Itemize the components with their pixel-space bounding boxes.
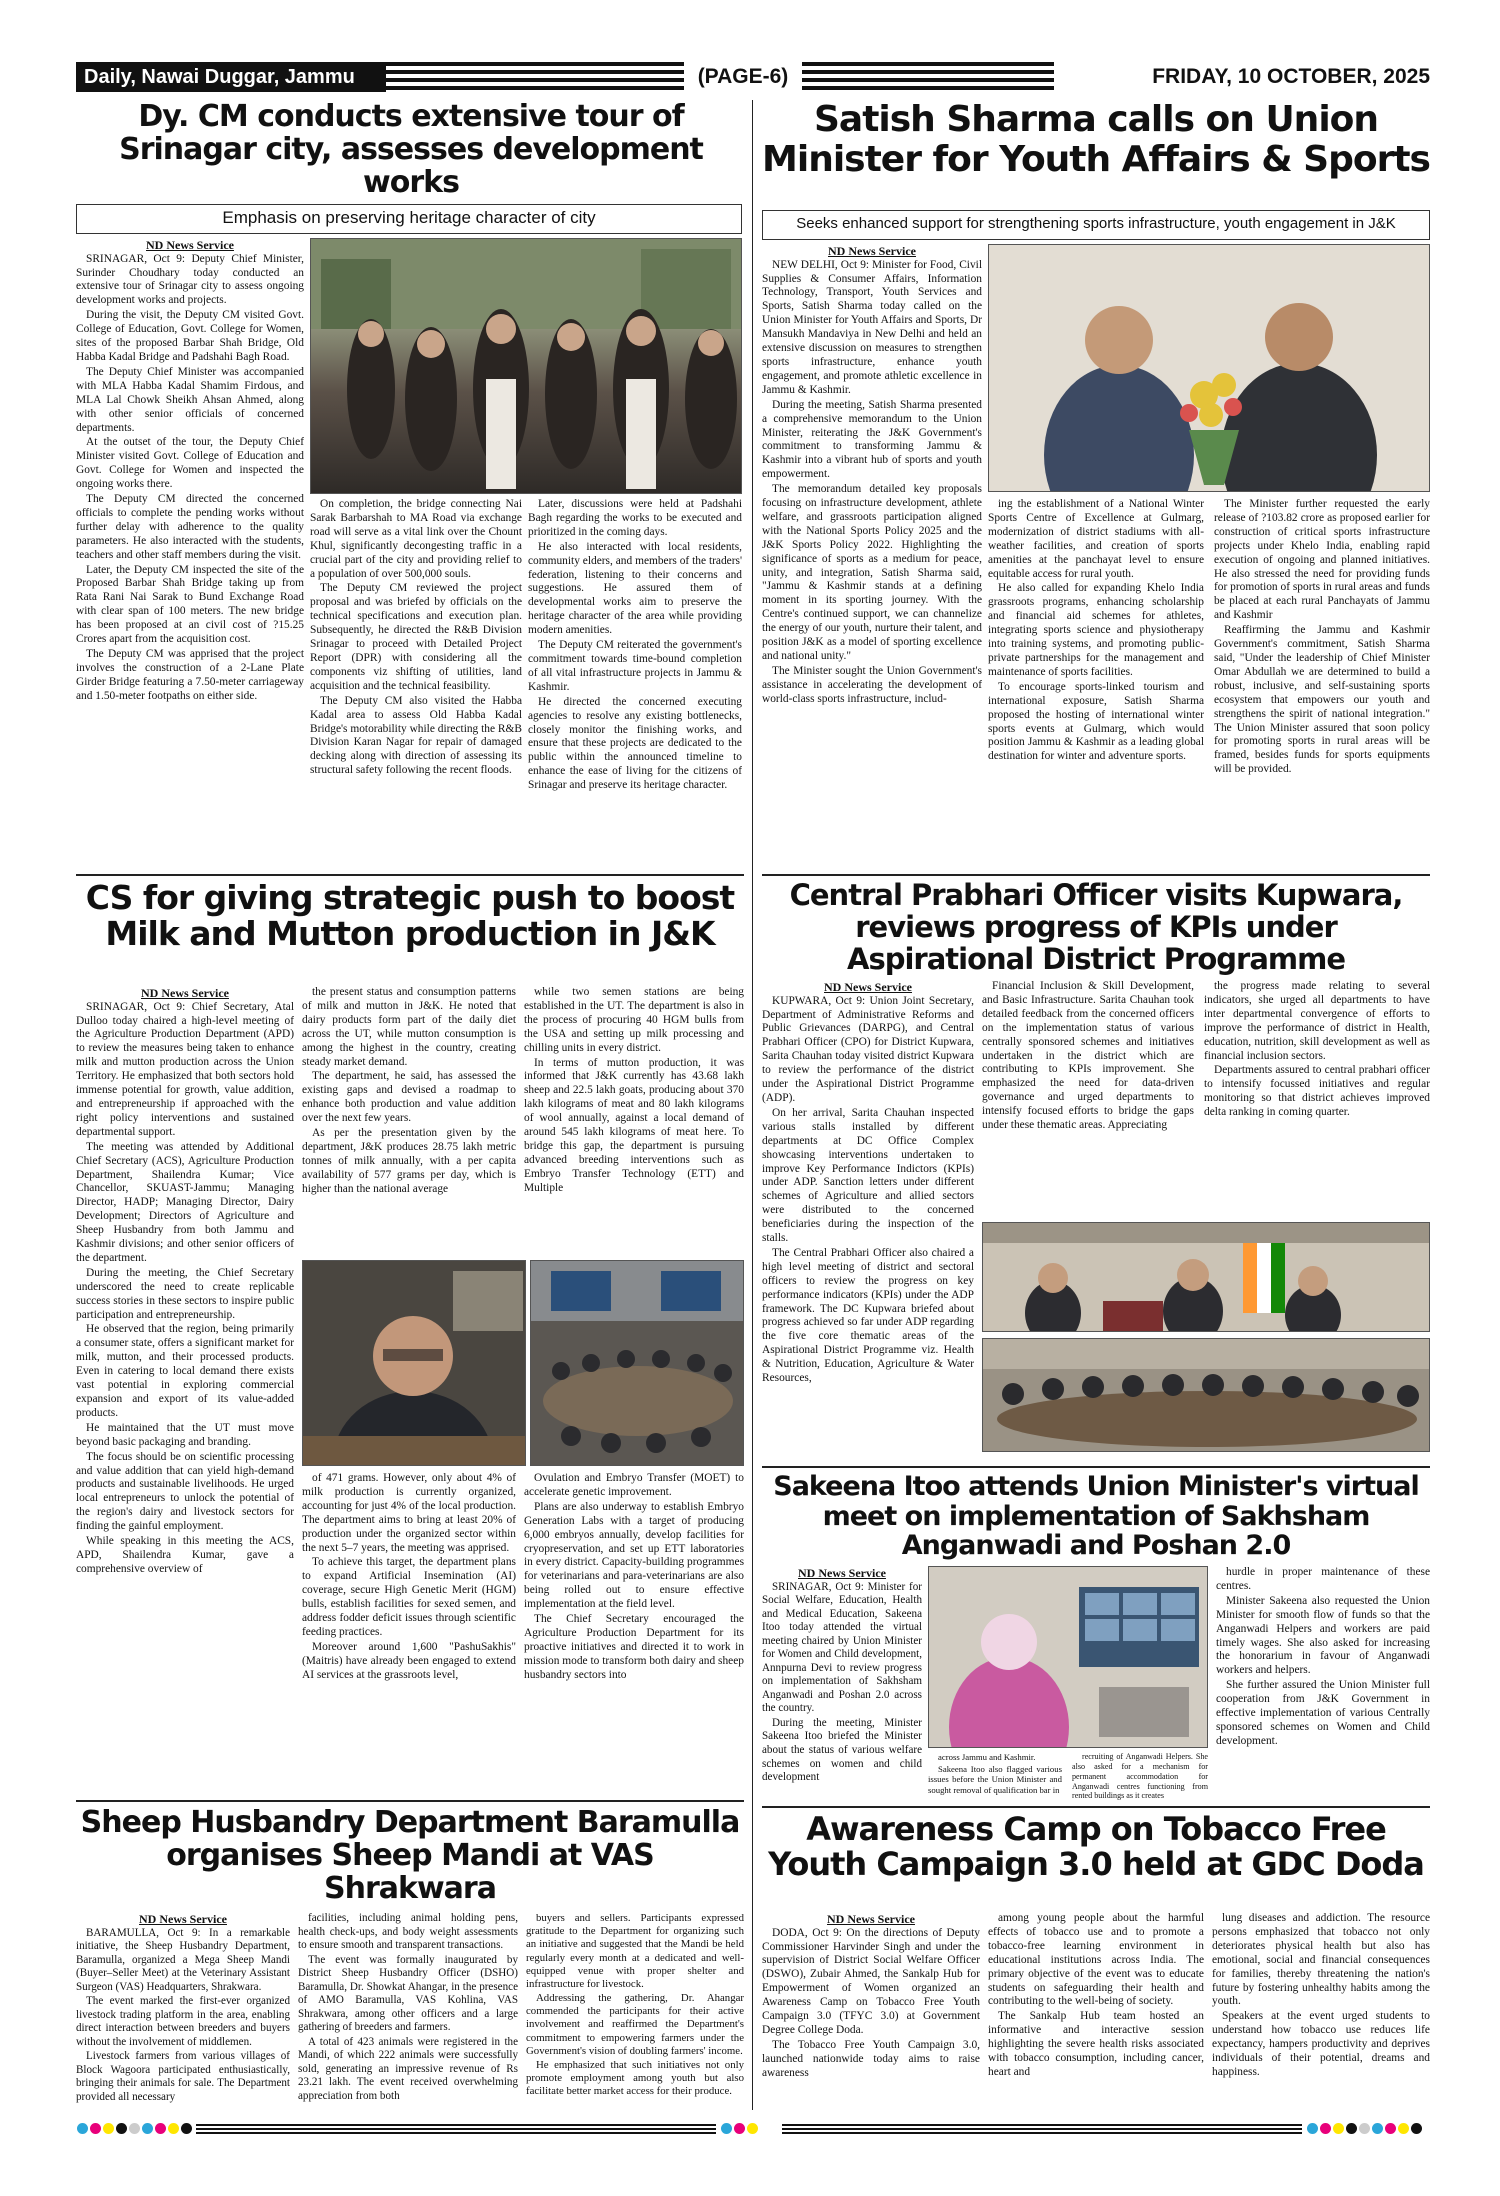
article3-photo-chief-secretary: [302, 1260, 526, 1466]
paragraph: To achieve this target, the department plans to expand Artificial Insemination (AI) coverage, secure High Genetic Merit (HGM) bulls, establish facilities for sexed semen, and address fodder deficit issues through scientific feeding practices.: [302, 1556, 516, 1638]
paragraph: KUPWARA, Oct 9: Union Joint Secretary, Department of Administrative Reforms and Public Grievances (DARPG), and Central Prabhari Officer (CPO) for District Kupwara, Sarita Chauhan today visited district Kupwara to review the performance of the district under the Aspirational District Programme (ADP).: [762, 994, 974, 1104]
article1-byline: ND News Service: [146, 238, 234, 252]
paragraph: Addressing the gathering, Dr. Ahangar commended the participants for their active involvement and reaffirmed the Department's commitment to empowering farmers under the Government's vision of doubling farmers' income.: [526, 1992, 744, 2057]
registration-dot: [1385, 2123, 1396, 2134]
masthead-page-number: (PAGE-6): [697, 65, 789, 88]
paragraph: among young people about the harmful effects of tobacco use and to promote a tobacco-free learning environment in educational institutions across India. The primary objective of the event was to educate students on safeguarding their health and contributing to the well-being of society.: [988, 1912, 1204, 2008]
section-divider-right-3: [762, 1806, 1430, 1808]
registration-dot: [1372, 2123, 1383, 2134]
article3-column3-top: [524, 986, 744, 1254]
article3-col1-text: [76, 1001, 294, 1577]
article3-column3-bottom: [524, 1472, 744, 1794]
paragraph: BARAMULLA, Oct 9: In a remarkable initiative, the Sheep Husbandry Department, Baramulla, organized a Mega Sheep Mandi (Buyer–Seller Meet) at the Veterinary Assistant Surgeon (VAS) Headquarters, Shrakwara.: [76, 1926, 290, 1993]
article2-column3: [1214, 498, 1430, 870]
registration-dot: [1398, 2123, 1409, 2134]
article6-column2: [298, 1912, 518, 2108]
article5-column2: [928, 1752, 1062, 1802]
paragraph: lung diseases and addiction. The resource persons emphasized that tobacco not only deteriorates physical health but also has emotional, social and financial consequences for families, thereby threatening the nation's future by fostering unhealthy habits among the youth.: [1212, 1912, 1430, 2008]
paragraph: Moreover around 1,600 "PashuSakhis" (Maitris) have already been engaged to extend AI services at the grassroots level,: [302, 1640, 516, 1681]
paragraph: SRINAGAR, Oct 9: Minister for Social Welfare, Education, Health and Medical Education, Sakeena Itoo today attended the virtual meeting chaired by Union Minister for Women and Child development, Annpurna Devi to review progress on implementation of Sakhsham Anganwadi and Poshan 2.0 across the country.: [762, 1580, 922, 1715]
paragraph: The Deputy CM also visited the Habba Kadal area to assess Old Habba Kadal Bridge's motorability while directing the R&B Division Karan Nagar for repair of damaged decking along with direction of assessing its structural safety following the recent floods.: [310, 694, 522, 777]
paragraph: To encourage sports-linked tourism and international exposure, Satish Sharma proposed the hosting of international winter sports events at Gulmarg, which would position Jammu & Kashmir as a leading global destination for winter and adventure sports.: [988, 680, 1204, 763]
registration-dot: [721, 2123, 732, 2134]
article4-column2-tail: [982, 1456, 1430, 1464]
paragraph: The meeting was attended by Additional Chief Secretary (ACS), Agriculture Production Department, Shailendra Kumar; Vice Chancellor, SKUAST-Jammu; Managing Director, HADP; Managing Director, Dairy Development; Directors of Agriculture and Sheep Husbandry from both Jammu and Kashmir divisions; and other senior officers of the department.: [76, 1140, 294, 1264]
paragraph: The Chief Secretary encouraged the Agriculture Production Department for its proactive initiatives and directed it to work in mission mode to transform both dairy and sheep husbandry sectors into: [524, 1613, 744, 1681]
registration-dot: [129, 2123, 140, 2134]
paragraph: Livestock farmers from various villages of Block Wagoora participated enthusiastically, bringing their animals for sale. The Department provided all necessary: [76, 2050, 290, 2103]
paragraph: The event marked the first-ever organized livestock trading platform in the area, enabling direct interaction between breeders and buyers without the involvement of middlemen.: [76, 1995, 290, 2048]
article2-subheadline: Seeks enhanced support for strengthening sports infrastructure, youth engagement in J&K: [762, 210, 1430, 240]
article4-column2: [982, 980, 1194, 1216]
paragraph: A total of 423 animals were registered in the Mandi, of which 222 animals were successfully sold, generating an impressive revenue of Rs 23.21 lakh. The event received overwhelming appreciation from both: [298, 2035, 518, 2102]
article2-column2: [988, 498, 1204, 870]
registration-dot: [90, 2123, 101, 2134]
section-divider-right-2: [762, 1466, 1430, 1468]
masthead-date: FRIDAY, 10 OCTOBER, 2025: [1152, 65, 1430, 88]
paragraph: He observed that the region, being primarily a consumer state, offers a significant market for milk, mutton, and their processed products. Even in catering to local demand there exists vast potential in exploring commercial expansion and export of its value-added products.: [76, 1323, 294, 1419]
paragraph: During the meeting, the Chief Secretary underscored the need to create replicable success stories in these sectors to inspire public participation and entrepreneurship.: [76, 1266, 294, 1321]
paragraph: SRINAGAR, Oct 9: Deputy Chief Minister, Surinder Choudhary today conducted an extensive tour of Srinagar city to assess ongoing development works and projects.: [76, 252, 304, 307]
article7-col1-text: [762, 1927, 980, 2081]
paragraph: of 471 grams. However, only about 4% of milk production is currently organized, accounting for just 4% of the local production. The department aims to bring at least 20% of production under the organized sector within the next 5–7 years, the meeting was apprised.: [302, 1472, 516, 1554]
paragraph: During the meeting, Satish Sharma presented a comprehensive memorandum to the Union Minister, reiterating the J&K Government's commitment to transforming Jammu & Kashmir into a vibrant hub of sports and youth empowerment.: [762, 398, 982, 481]
article4-col1-text: [762, 995, 974, 1386]
paragraph: ing the establishment of a National Winter Sports Centre of Excellence at Gulmarg, modernization of district stadiums with all-weather facilities, and creation of sports amenities at the panchayat level to ensure equitable access for rural youth.: [988, 498, 1204, 580]
column-divider: [752, 100, 753, 2110]
paragraph: Ovulation and Embryo Transfer (MOET) to accelerate genetic improvement.: [524, 1472, 744, 1498]
section-divider-left-2: [76, 1800, 744, 1802]
paragraph: During the visit, the Deputy CM visited Govt. College of Education, Govt. College for Women, sites of the proposed Barbar Shah Bridge, Old Habba Kadal Bridge and Padshahi Bagh Road.: [76, 309, 304, 363]
article5-headline: Sakeena Itoo attends Union Minister's virtual meet on implementation of Sakhsham Anganwadi and Poshan 2.0: [773, 1472, 1419, 1562]
paragraph: Plans are also underway to establish Embryo Generation Labs with a target of producing 6,000 embryos annually, develop facilities for cryopreservation, and set up ETT laboratories in every district. Capacity-building programmes for veterinarians and para-veterinarians are also being rolled out to ensure effective implementation at the field level.: [524, 1500, 744, 1611]
article1-column3: [528, 498, 742, 870]
minister-meeting-illustration: [989, 245, 1430, 492]
paragraph: The Deputy Chief Minister was accompanied with MLA Habba Kadal Shamim Firdous, and MLA Lal Chowk Sheikh Ahsan Ahmed, along with other senior officials of concerned departments.: [76, 365, 304, 434]
article1-photo: [310, 238, 742, 494]
meeting-hall-illustration: [531, 1261, 744, 1466]
paragraph: As per the presentation given by the department, J&K produces 28.75 lakh metric tonnes of milk annually, with a per capita availability of 577 grams per day, which is higher than the national average: [302, 1127, 516, 1195]
section-divider-right-1: [762, 874, 1430, 876]
article4-photo-top: [982, 1222, 1430, 1332]
article7-column2: [988, 1912, 1204, 2108]
paragraph: The Deputy CM was apprised that the project involves the construction of a 2-Lane Plate Girder Bridge featuring a 7.50-meter carriageway and 1.50-meter footpaths on either side.: [76, 648, 304, 702]
registration-dot: [103, 2123, 114, 2134]
paragraph: the present status and consumption patterns of milk and mutton in J&K. He noted that dairy products form part of the daily diet across the UT, while mutton consumption is among the highest in the country, creating steady market demand.: [302, 986, 516, 1068]
paragraph: hurdle in proper maintenance of these centres.: [1216, 1566, 1430, 1592]
article5-column1: [762, 1566, 922, 1802]
paragraph: The Sankalp Hub team hosted an informative and interactive session highlighting the severe health risks associated with tobacco consumption, including cancer, heart and: [988, 2010, 1204, 2078]
section-divider-left-1: [76, 874, 744, 876]
article6-headline: Sheep Husbandry Department Baramulla organises Sheep Mandi at VAS Shrakwara: [80, 1806, 740, 1906]
paragraph: The memorandum detailed key proposals focusing on infrastructure development, athlete welfare, and grassroots participation aligned with the National Sports Policy 2025 and the J&K Sports Policy 2022. Highlighting the significance of sports as a medium for peace, unity, and integration, Satish Sharma said, "Jammu & Kashmir stands at a defining moment in its sporting journey. With the Centre's continued support, we can channelize the energy of our youth, nurture their talent, and position J&K as a model of sporting excellence and national unity.": [762, 483, 982, 662]
paragraph: across Jammu and Kashmir.: [938, 1752, 1036, 1762]
registration-dots-left: [76, 2120, 194, 2138]
registration-dot: [734, 2123, 745, 2134]
article3-byline: ND News Service: [141, 986, 229, 1000]
article4-column3: [1204, 980, 1430, 1216]
masthead-stripes-right: [802, 62, 1054, 92]
article5-col1-text: [762, 1581, 922, 1785]
article1-subheadline: Emphasis on preserving heritage character of city: [76, 204, 742, 234]
article1-column1: [76, 238, 304, 870]
paragraph: While speaking in this meeting the ACS, APD, Shailendra Kumar, gave a comprehensive overview of: [76, 1535, 294, 1575]
chief-secretary-illustration: [303, 1261, 526, 1466]
paragraph: The Deputy CM directed the concerned officials to complete the pending works without further delay with adherence to the quality parameters. He also interacted with the students, teachers and other staff members during the visit.: [76, 493, 304, 561]
paragraph: The Minister sought the Union Government's assistance in accelerating the development of world-class sports infrastructure, includ-: [762, 664, 982, 705]
paragraph: The Tobacco Free Youth Campaign 3.0, launched nationwide today aims to raise awareness: [762, 2038, 980, 2079]
paragraph: The event was formally inaugurated by District Sheep Husbandry Officer (DSHO) Baramulla, Dr. Showkat Ahangar, in the presence of AMO Baramulla, VAS Kohlina, VAS Shrakwara, among other officers and a large gathering of breeders and farmers.: [298, 1953, 518, 2034]
paragraph: The Deputy CM reiterated the government's commitment towards time-bound completion of all vital infrastructure projects in Jammu & Kashmir.: [528, 639, 742, 693]
paragraph: Speakers at the event urged students to understand how tobacco use reduces life expectancy, hampers productivity and deprives individuals of their potential, dreams and happiness.: [1212, 2010, 1430, 2078]
article1-headline: Dy. CM conducts extensive tour of Srinagar city, assesses development works: [119, 100, 703, 200]
paragraph: She further assured the Union Minister full cooperation from J&K Government in effective implementation of various Centrally sponsored schemes on Women and Child development.: [1216, 1679, 1430, 1747]
article2-headline: Satish Sharma calls on Union Minister for Youth Affairs & Sports: [762, 100, 1430, 180]
paragraph: He also interacted with local residents, community elders, and members of the traders' federation, listening to their concerns and suggestions. He assured them of developmental works aim to preserve the heritage character of the area while providing modern amenities.: [528, 540, 742, 637]
article2-column1: [762, 244, 982, 870]
paragraph: During the meeting, Minister Sakeena Itoo briefed the Minister about the status of various welfare schemes on women and child development: [762, 1716, 922, 1784]
article5-column4: [1216, 1566, 1430, 1802]
paragraph: while two semen stations are being established in the UT. The department is also in the process of procuring 40 HGM bulls from the USA and setting up milk processing and chilling units in every district.: [524, 986, 744, 1054]
paragraph: DODA, Oct 9: On the directions of Deputy Commissioner Harvinder Singh and under the supervision of District Social Welfare Officer (DSWO), Zubair Ahmed, the Sankalp Hub for Empowerment of Women organized an Awareness Camp on Tobacco Free Youth Campaign 3.0 (TFYC 3.0) at Government Degree College Doda.: [762, 1926, 980, 2036]
article7-column1: [762, 1912, 980, 2108]
paragraph: Financial Inclusion & Skill Development, and Basic Infrastructure. Sarita Chauhan took detailed feedback from the concerned officers on the implementation status of various centrally sponsored schemes and initiatives undertaken in the district which are contributing to KPIs improvement. She emphasized the need for data-driven governance and urged departments to intensify focused efforts to bridge the gaps under these thematic areas. Appreciating: [982, 980, 1194, 1132]
paragraph: recruiting of Anganwadi Helpers. She also asked for a mechanism for permanent accommodation for Anganwadi centres functioning from rented buildings as it creates: [1072, 1752, 1208, 1801]
paragraph: On her arrival, Sarita Chauhan inspected various stalls installed by different departments at DC Office Complex showcasing interventions undertaken to improve Key Performance Indictors (KPIs) under ADP. Sanction letters under different schemes of Agriculture and allied sectors were distributed to the concerned beneficiaries during the inspection of the stalls.: [762, 1106, 974, 1245]
article5-column3: [1072, 1752, 1208, 1802]
article7-byline: ND News Service: [827, 1912, 915, 1926]
article2-col1-text: [762, 259, 982, 707]
article3-photo-meeting-hall: [530, 1260, 744, 1466]
article1-column2: [310, 498, 522, 870]
masthead-stripes-left: [386, 62, 684, 92]
registration-dot: [1359, 2123, 1370, 2134]
article2-photo: [988, 244, 1430, 492]
virtual-meeting-illustration: [929, 1567, 1208, 1748]
registration-dot: [1346, 2123, 1357, 2134]
article5-photo: [928, 1566, 1208, 1748]
footer-rule-left: [196, 2124, 716, 2134]
article7-headline: Awareness Camp on Tobacco Free Youth Campaign 3.0 held at GDC Doda: [768, 1812, 1424, 1884]
paragraph: He emphasized that such initiatives not only promote employment among youth but also facilitate better market access for their produce.: [526, 2058, 744, 2098]
registration-dot: [1411, 2123, 1422, 2134]
paragraph: Minister Sakeena also requested the Union Minister for smooth flow of funds so that the Anganwadi Helpers and workers are paid timely wages. She also asked for increasing the honorarium in favour of Anganwadi workers and helpers.: [1216, 1594, 1430, 1677]
article3-column1: [76, 986, 294, 1794]
paragraph: Later, the Deputy CM inspected the site of the Proposed Barbar Shah Bridge taking up from Rata Rani Nai Sarak to Bund Exchange Road with clear span of 100 meters. The new bridge has been proposed at an civil cost of ?15.25 Crores apart from the acquisition cost.: [76, 563, 304, 646]
paragraph: He also called for expanding Khelo India grassroots programs, enhancing scholarship and financial aid schemes for athletes, integrating sports science and physiotherapy into training systems, and promoting public-private partnerships for the management and maintenance of sports facilities.: [988, 582, 1204, 678]
paragraph: The Central Prabhari Officer also chaired a high level meeting of district and sectoral officers to review the progress on key performance indicators (KPIs) under the ADP framework. The DC Kupwara briefed about progress achieved so far under ADP regarding the five core thematic areas of the Aspirational District Programme viz. Health & Nutrition, Education, Agriculture & Water Resources,: [762, 1246, 974, 1385]
officers-meeting-illustration: [983, 1339, 1430, 1452]
article3-column2-bottom: [302, 1472, 516, 1794]
registration-dot: [1333, 2123, 1344, 2134]
article3-column2-top: [302, 986, 516, 1254]
article4-photo-bottom: [982, 1338, 1430, 1452]
paragraph: He maintained that the UT must move beyond basic packaging and branding.: [76, 1421, 294, 1448]
registration-dot: [1320, 2123, 1331, 2134]
article6-column1: [76, 1912, 290, 2108]
paragraph: Sakeena Itoo also flagged various issues before the Union Minister and sought removal of qualification bar in: [928, 1763, 1062, 1795]
paragraph: The Minister further requested the early release of ?103.82 crore as proposed earlier for construction of critical sports infrastructure projects under Khelo India, enabling rapid execution of ongoing and planned initiatives. He also stressed the need for providing funds for promotion of sports in rural areas and funds be placed at each rural Panchayats of Jammu and Kashmir: [1214, 498, 1430, 622]
article3-headline: CS for giving strategic push to boost Milk and Mutton production in J&K: [85, 880, 735, 954]
paragraph: buyers and sellers. Participants expressed gratitude to the Department for organizing such an initiative and suggested that the Mandi be held regularly every month at a dedicated and well-equipped venue with proper shelter and infrastructure for livestock.: [526, 1912, 744, 1990]
paragraph: Reaffirming the Jammu and Kashmir Government's commitment, Satish Sharma said, "Under the leadership of Chief Minister Omar Abdullah we are determined to build a robust, inclusive, and self-sustaining sports ecosystem that empowers our youth and strengthens the spirit of national integration." The Union Minister assured that soon policy for promoting sports in rural areas will be framed, besides funds for sports equipments will be provided.: [1214, 624, 1430, 776]
article4-column1: [762, 980, 974, 1400]
article6-column3: [526, 1912, 744, 2108]
article7-column3: [1212, 1912, 1430, 2108]
paragraph: In terms of mutton production, it was informed that J&K currently has 43.68 lakh sheep and 22.5 lakh goats, producing about 370 lakh kilograms of meat and 80 lakh kilograms of wool annually, against a local demand of around 545 lakh kilograms of meat here. To bridge this gap, the department is pursuing advanced breeding interventions such as Embryo Transfer Technology (ETT) and Multiple: [524, 1056, 744, 1194]
registration-dot: [142, 2123, 153, 2134]
paragraph: NEW DELHI, Oct 9: Minister for Food, Civil Supplies & Consumer Affairs, Information Technology, Transport, Youth Services and Sports, Satish Sharma today called on the Union Minister for Youth Affairs and Sports, Dr Mansukh Mandaviya in New Delhi and held an extensive discussion on measures to strengthen sports infrastructure, enhance youth engagement, and promote athletic excellence in Jammu & Kashmir.: [762, 258, 982, 396]
article1-col1-text: [76, 253, 304, 704]
paragraph: facilities, including animal holding pens, health check-ups, and body weight assessments to ensure smooth and transparent transactions.: [298, 1912, 518, 1952]
registration-dot: [155, 2123, 166, 2134]
registration-dot: [747, 2123, 758, 2134]
article5-byline: ND News Service: [798, 1566, 886, 1580]
registration-dot: [116, 2123, 127, 2134]
review-meeting-illustration: [983, 1223, 1430, 1332]
registration-dot: [181, 2123, 192, 2134]
article6-byline: ND News Service: [139, 1912, 227, 1926]
paragraph: the progress made relating to several indicators, she urged all departments to have inter departmental convergence of efforts to improve the performance of district in Health, education, nutrition, skill development as well as financial inclusion sectors.: [1204, 980, 1430, 1062]
paragraph: Later, discussions were held at Padshahi Bagh regarding the works to be executed and prioritized in the coming days.: [528, 498, 742, 538]
crowd-illustration: [311, 239, 742, 494]
article4-headline: Central Prabhari Officer visits Kupwara, reviews progress of KPIs under Aspirational District Programme: [789, 880, 1403, 976]
paragraph: SRINAGAR, Oct 9: Chief Secretary, Atal Dulloo today chaired a high-level meeting of the Agriculture Production Department (APD) to review the measures being taken to enhance milk and mutton production across the Union Territory. He emphasized that both sectors hold immense potential for growth, value addition, and entrepreneurship if approached with the right policy interventions and sustained departmental support.: [76, 1000, 294, 1138]
registration-dot: [168, 2123, 179, 2134]
article4-byline: ND News Service: [824, 980, 912, 994]
registration-dots-center: [720, 2120, 780, 2138]
article2-byline: ND News Service: [828, 244, 916, 258]
paragraph: At the outset of the tour, the Deputy Chief Minister visited Govt. College of Education and Govt. College for Women and inspected the ongoing works there.: [76, 436, 304, 491]
paragraph: The department, he said, has assessed the existing gaps and devised a roadmap to enhance both production and value addition over the next few years.: [302, 1070, 516, 1125]
masthead-paper-name: Daily, Nawai Duggar, Jammu: [76, 62, 386, 92]
footer-rule-right: [782, 2124, 1302, 2134]
article6-col1-text: [76, 1927, 290, 2105]
registration-dots-right: [1306, 2120, 1430, 2138]
paragraph: The focus should be on scientific processing and value addition that can yield high-demand products and sustainable livelihoods. He urged local entrepreneurs to unlock the potential of the region's dairy and livestock sectors for finding the gainful employment.: [76, 1450, 294, 1533]
registration-dot: [77, 2123, 88, 2134]
paragraph: Departments assured to central prabhari officer to intensify focussed initiatives and regular monitoring so that district achieves improved delta ranking in coming quarter.: [1204, 1064, 1430, 1119]
paragraph: He directed the concerned executing agencies to resolve any existing bottlenecks, closely monitor the finishing works, and ensure that these projects are dedicated to the public within the announced timeline to enhance the ease of living for the citizens of Srinagar and preserve its heritage character.: [528, 695, 742, 792]
registration-dot: [1307, 2123, 1318, 2134]
paragraph: The Deputy CM reviewed the project proposal and was briefed by officials on the technical specifications and execution plan. Subsequently, he directed the R&B Division Srinagar to proceed with Detailed Project Report (DPR) with considering all the components viz shifting of utilities, land acquisition and the technical feasibility.: [310, 582, 522, 692]
paragraph: On completion, the bridge connecting Nai Sarak Barbarshah to MA Road via exchange road will serve as a vital link over the Chount Khul, significantly decongesting traffic in a crucial part of the city and providing relief to a population of over 500,000 souls.: [310, 498, 522, 580]
